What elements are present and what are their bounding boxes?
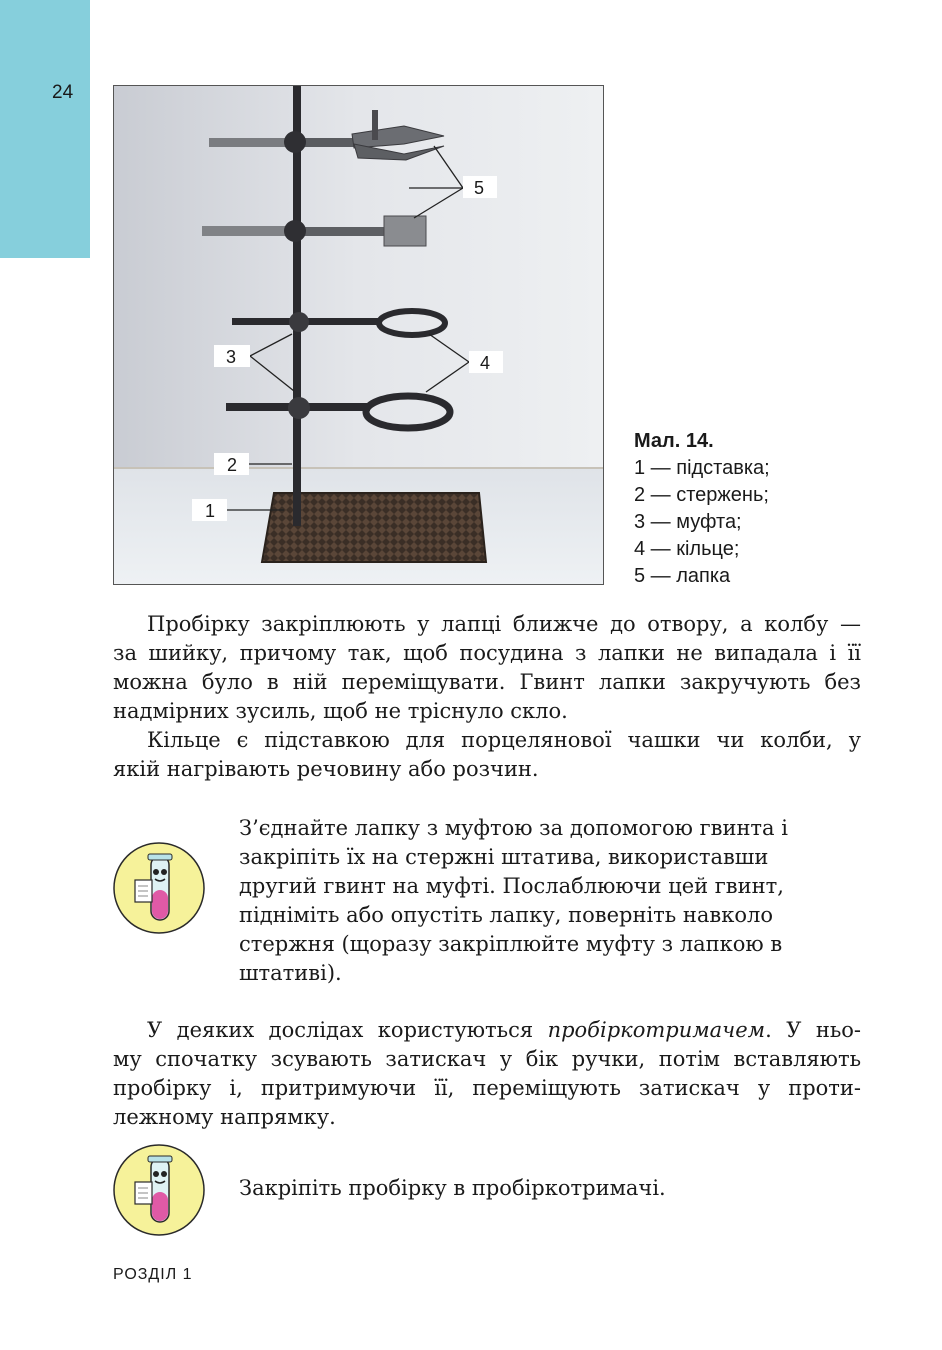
figure-label-4: 4 (480, 353, 491, 373)
page-number: 24 (52, 82, 74, 103)
text-line: З’єднайте лапку з муфтою за допомогою гвинта і (239, 816, 788, 840)
caption-item: 3 — муфта; (634, 511, 742, 533)
task-clamp-assembly (239, 814, 839, 988)
caption-item: 1 — підставка; (634, 457, 770, 479)
test-tube-mascot-icon (113, 1144, 205, 1236)
text-line: стержня (щоразу закріплюйте муфту з лапкою в (239, 932, 783, 956)
text-line: за шийку, причому так, щоб посудина з лапки не випадала і її (113, 641, 861, 665)
task-tube-holder (239, 1174, 839, 1203)
caption-item: 2 — стержень; (634, 484, 769, 506)
text-line (113, 1016, 861, 1045)
figure-caption (634, 428, 770, 590)
test-tube-mascot-icon (113, 842, 205, 934)
figure-label-3: 3 (226, 347, 237, 367)
caption-title: Мал. 14. (634, 430, 714, 452)
text-line: лежному напрямку. (113, 1105, 336, 1129)
paragraph-test-tube-fixing (113, 610, 861, 726)
figure-label-2: 2 (227, 455, 238, 475)
caption-item: 4 — кільце; (634, 538, 740, 560)
chapter-tab (0, 0, 90, 258)
text-line: другий гвинт на муфті. Послаблюючи цей гвинт, (239, 874, 784, 898)
text-line: Закріпіть пробірку в пробіркотримачі. (239, 1176, 666, 1200)
text-line: надмірних зусиль, щоб не тріснуло скло. (113, 699, 568, 723)
text-line: пробірку і, притримуючи її, переміщують затискач у проти- (113, 1076, 861, 1100)
text-line: Пробірку закріплюють у лапці ближче до отвору, а колбу — (147, 612, 861, 636)
text-line: му спочатку зсувають затискач у бік ручки, потім вставляють (113, 1047, 861, 1071)
text-line: якій нагрівають речовину або розчин. (113, 757, 539, 781)
text-line: можна було в ній переміщувати. Гвинт лапки закручують без (113, 670, 861, 694)
term-italic: пробіркотримачем (547, 1018, 766, 1042)
text-fragment: У деяких дослідах користуються (147, 1018, 548, 1042)
text-line: закріпіть їх на стержні штатива, використавши (239, 845, 769, 869)
caption-item: 5 — лапка (634, 565, 731, 587)
text-fragment: . У ньо- (765, 1018, 862, 1042)
figure-label-5: 5 (474, 178, 485, 198)
paragraph-tube-holder (113, 1016, 861, 1132)
paragraph-ring (113, 726, 861, 784)
text-line: штативі). (239, 961, 342, 985)
lab-stand-photo (113, 85, 604, 585)
text-line: підніміть або опустіть лапку, поверніть навколо (239, 903, 773, 927)
section-footer: РОЗДІЛ 1 (113, 1266, 193, 1283)
figure-label-1: 1 (205, 501, 216, 521)
text-line: Кільце є підставкою для порцелянової чашки чи колби, у (147, 728, 861, 752)
